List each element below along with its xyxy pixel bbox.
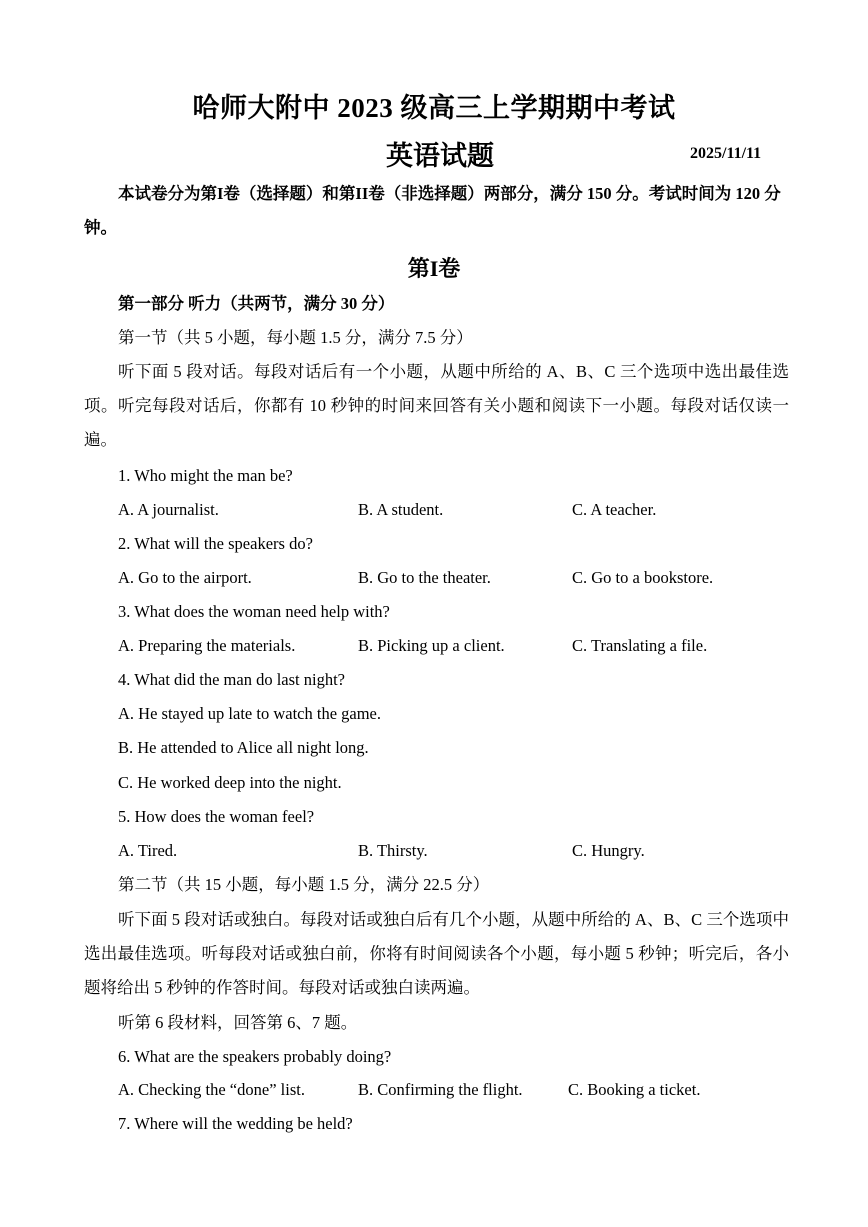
- question-4-option-a: A. He stayed up late to watch the game.: [118, 704, 381, 723]
- question-3: 3. What does the woman need help with?: [118, 602, 390, 621]
- question-6-option-a: A. Checking the “done” list.: [118, 1080, 305, 1099]
- question-5: 5. How does the woman feel?: [118, 807, 315, 826]
- question-4: 4. What did the man do last night?: [118, 670, 345, 689]
- part1-heading: 第一部分 听力（共两节，满分 30 分）: [118, 294, 395, 313]
- question-7: 7. Where will the wedding be held?: [118, 1114, 353, 1133]
- question-4-option-c: C. He worked deep into the night.: [118, 773, 342, 792]
- section1-heading: 第一节（共 5 小题，每小题 1.5 分，满分 7.5 分）: [118, 328, 473, 347]
- question-1-option-b: B. A student.: [358, 500, 444, 519]
- exam-date: 2025/11/11: [690, 145, 762, 162]
- question-5-option-b: B. Thirsty.: [358, 841, 428, 860]
- question-6-option-b: B. Confirming the flight.: [358, 1080, 523, 1099]
- material-note: 听第 6 段材料，回答第 6、7 题。: [118, 1013, 358, 1032]
- section1-instructions: 听下面 5 段对话。每段对话后有一个小题，从题中所给的 A、B、C 三个选项中选出最佳选项。听完每段对话后，你都有 10 秒钟的时间来回答有关小题和阅读下一小题。每段对话仅读一遍。: [84, 362, 789, 449]
- question-6-option-c: C. Booking a ticket.: [568, 1080, 701, 1099]
- question-2-option-b: B. Go to the theater.: [358, 568, 491, 587]
- question-2-option-a: A. Go to the airport.: [118, 568, 252, 587]
- question-5-option-a: A. Tired.: [118, 841, 178, 860]
- question-3-option-c: C. Translating a file.: [572, 636, 708, 655]
- question-3-option-b: B. Picking up a client.: [358, 636, 505, 655]
- exam-title: 哈师大附中 2023 级高三上学期期中考试: [192, 93, 676, 123]
- question-1-option-a: A. A journalist.: [118, 500, 219, 519]
- section2-heading: 第二节（共 15 小题，每小题 1.5 分，满分 22.5 分）: [118, 875, 490, 894]
- question-2-option-c: C. Go to a bookstore.: [572, 568, 714, 587]
- question-1-option-c: C. A teacher.: [572, 500, 657, 519]
- exam-intro: 本试卷分为第I卷（选择题）和第II卷（非选择题）两部分，满分 150 分。考试时间为 120 分钟。: [84, 184, 781, 237]
- question-6: 6. What are the speakers probably doing?: [118, 1047, 392, 1066]
- question-3-option-a: A. Preparing the materials.: [118, 636, 296, 655]
- question-1: 1. Who might the man be?: [118, 466, 293, 485]
- volume-title: 第I卷: [407, 256, 461, 281]
- exam-subtitle: 英语试题: [386, 141, 494, 171]
- question-2: 2. What will the speakers do?: [118, 534, 313, 553]
- question-4-option-b: B. He attended to Alice all night long.: [118, 738, 369, 757]
- question-5-option-c: C. Hungry.: [572, 841, 645, 860]
- section2-instructions: 听下面 5 段对话或独白。每段对话或独白后有几个小题，从题中所给的 A、B、C 三个选项中选出最佳选项。听每段对话或独白前，你将有时间阅读各个小题，每小题 5 秒钟；听完后，各小题将给出 5 秒钟的作答时间。每段对话或独白读两遍。: [84, 910, 789, 997]
